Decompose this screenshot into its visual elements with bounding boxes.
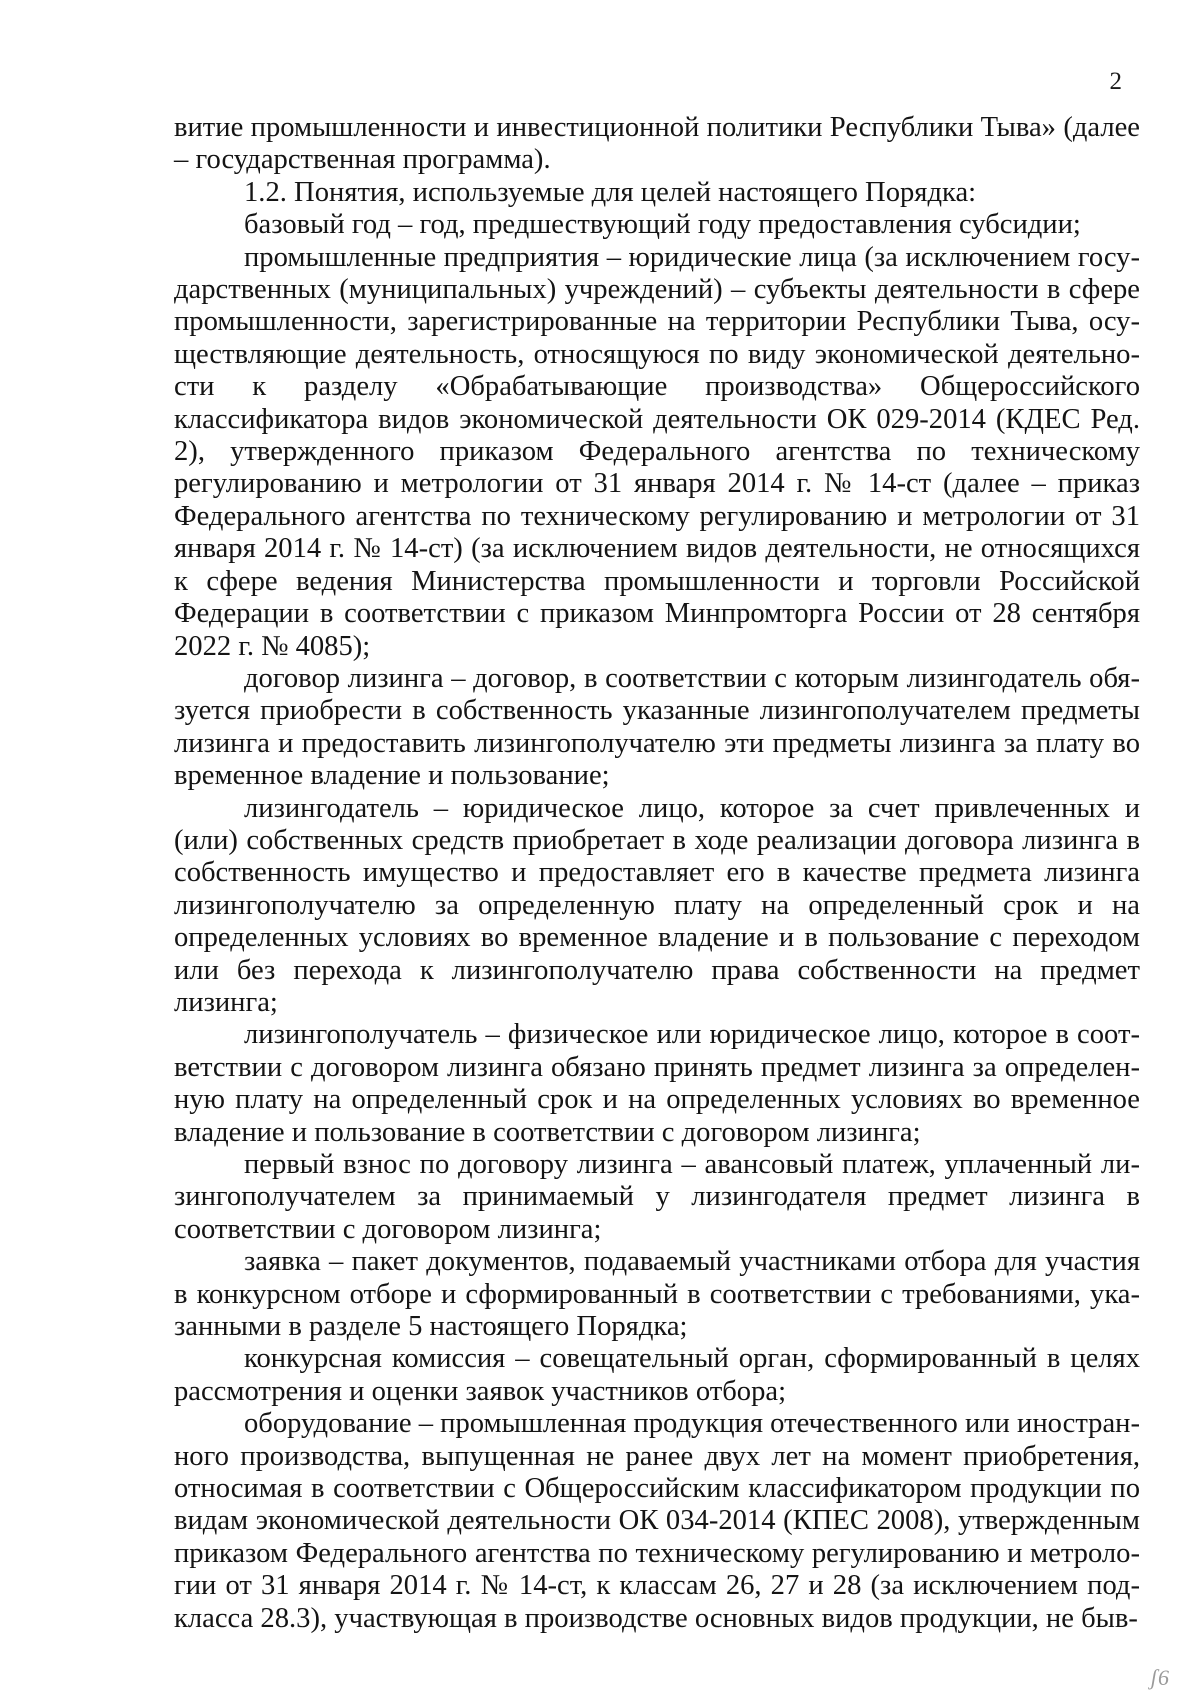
paragraph-base-year: базовый год – год, предшествующий году предоставления субсидии;	[244, 209, 1081, 241]
paragraph-application: заявка – пакет документов, подаваемый участниками отбора для участия в конкурсном отборе и сформированный в соответствии с требованиями, указанными в разделе 5 настоящего Порядка;	[174, 1246, 1140, 1343]
paragraph-leasing-contract: договор лизинга – договор, в соответствии с которым лизингодатель обязуется приобрести в собственность указанные лизингополучателем предметы лизинга и предоставить лизингополучателю эти предметы лизинга за плату во временное владение и пользование;	[174, 662, 1140, 792]
paragraph-competition-commission: конкурсная комиссия – совещательный орган, сформированный в целях рассмотрения и оценки заявок участников отбора;	[174, 1343, 1140, 1407]
paragraph-equipment: оборудование – промышленная продукция отечественного или иностранного производства, выпущенная не ранее двух лет на момент приобретения, относимая в соответствии с Общероссийским классификатором продукции по видам экономической деятельности ОК 034-2014 (КПЕС 2008), утвержденным приказом Федерального агентства по техническому регулированию и метрологии от 31 января 2014 г. № 14-ст, к классам 26, 27 и 28 (за исключением подкласса 28.3), участвующая в производстве основных видов продукции, не быв-	[174, 1408, 1140, 1634]
paragraph-industrial-enterprises: промышленные предприятия – юридические лица (за исключением государственных (муниципальных) учреждений) – субъекты деятельности в сфере промышленности, зарегистрированные на территории Республики Тыва, осуществляющие деятельность, относящуюся по виду экономической деятельности к разделу «Обрабатывающие производства» Общероссийского классификатора видов экономической деятельности ОК 029-2014 (КДЕС Ред. 2), утвержденного приказом Федерального агентства по техническому регулированию и метрологии от 31 января 2014 г. № 14-ст (далее – приказ Федерального агентства по техническому регулированию и метрологии от 31 января 2014 г. № 14-ст) (за исключением видов деятельности, не относящихся к сфере ведения Министерства промышленности и торговли Российской Федерации в соответствии с приказом Минпромторга России от 28 сентября 2022 г. № 4085);	[174, 241, 1140, 662]
paragraph-continuation: витие промышленности и инвестиционной политики Республики Тыва» (далее – государственная программа).	[174, 112, 1140, 176]
paragraph-first-payment: первый взнос по договору лизинга – авансовый платеж, уплаченный лизингополучателем за принимаемый у лизингодателя предмет лизинга в соответствии с договором лизинга;	[174, 1149, 1140, 1245]
corner-mark: ʃ6	[1150, 1665, 1170, 1690]
page-number: 2	[1109, 68, 1122, 95]
paragraph-lessor: лизингодатель – юридическое лицо, которое за счет привлеченных и (или) собственных средств приобретает в ходе реализации договора лизинга в собственность имущество и предоставляет его в качестве предмета лизинга лизингополучателю за определенную плату на определенный срок и на определенных условиях во временное владение и в пользование с переходом или без перехода к лизингополучателю права собственности на предмет лизинга;	[174, 792, 1140, 1018]
paragraph-section-heading: 1.2. Понятия, используемые для целей настоящего Порядка:	[244, 176, 977, 208]
paragraph-lessee: лизингополучатель – физическое или юридическое лицо, которое в соответствии с договором лизинга обязано принять предмет лизинга за определенную плату на определенный срок и на определенных условиях во временное владение и пользование в соответствии с договором лизинга;	[174, 1019, 1140, 1148]
document-body	[174, 112, 1140, 1635]
